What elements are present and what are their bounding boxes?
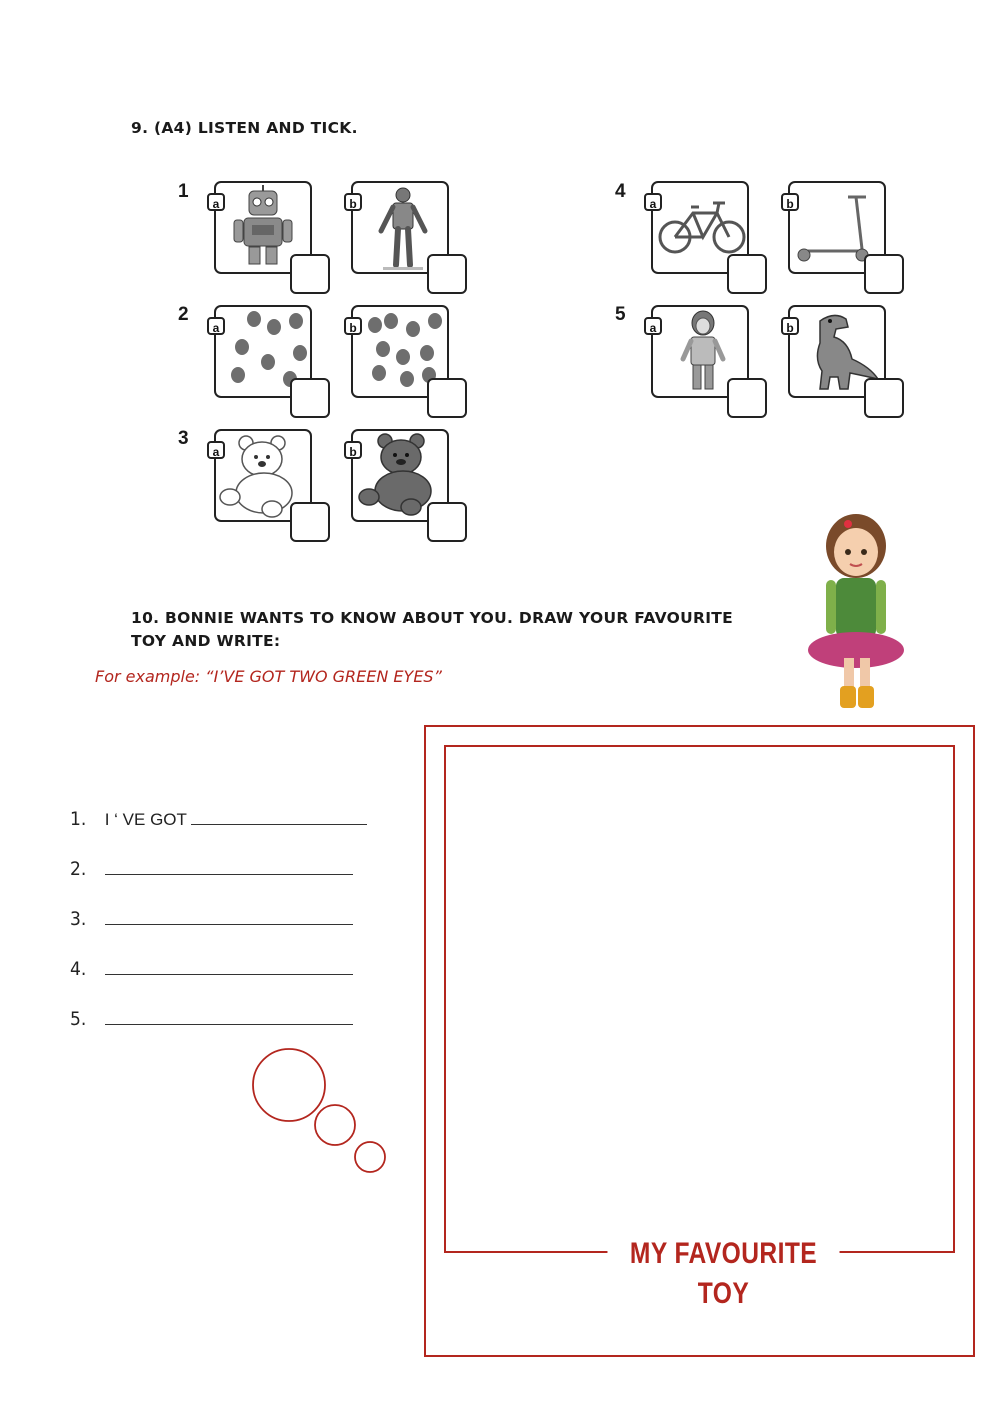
item-number-4: 4 <box>615 181 626 202</box>
tick-box-2a[interactable] <box>290 378 330 418</box>
option-2a-card <box>214 305 312 398</box>
answer-blank-2[interactable] <box>105 860 353 875</box>
answer-number-1: 1. <box>70 808 87 830</box>
answer-number-4: 4. <box>70 958 87 980</box>
bonnie-girl-illustration <box>806 508 910 714</box>
answer-line-5 <box>70 1008 353 1030</box>
tick-box-5b[interactable] <box>864 378 904 418</box>
tick-box-3b[interactable] <box>427 502 467 542</box>
option-3b-card <box>351 429 449 522</box>
option-1a-letter: a <box>207 193 225 211</box>
thought-bubbles-decoration <box>248 1046 392 1180</box>
answer-blank-1[interactable] <box>191 810 367 825</box>
option-4b-card <box>788 181 886 274</box>
item-number-1: 1 <box>178 181 189 202</box>
answer-blank-3[interactable] <box>105 910 353 925</box>
option-1a-card <box>214 181 312 274</box>
option-3a-card <box>214 429 312 522</box>
item-number-5: 5 <box>615 304 626 325</box>
answer-line-1 <box>70 808 367 830</box>
tick-box-1a[interactable] <box>290 254 330 294</box>
option-3a-letter: a <box>207 441 225 459</box>
answer-number-5: 5. <box>70 1008 87 1030</box>
option-1b-card <box>351 181 449 274</box>
exercise-10-title-line-2: TOY AND WRITE: <box>131 632 281 650</box>
answer-number-3: 3. <box>70 908 87 930</box>
exercise-9-title: 9. (A4) LISTEN AND TICK. <box>131 119 358 137</box>
option-2b-card <box>351 305 449 398</box>
tick-box-2b[interactable] <box>427 378 467 418</box>
option-1b-letter: b <box>344 193 362 211</box>
answer-blank-5[interactable] <box>105 1010 353 1025</box>
option-5b-letter: b <box>781 317 799 335</box>
option-2a-letter: a <box>207 317 225 335</box>
option-4a-card <box>651 181 749 274</box>
tick-box-3a[interactable] <box>290 502 330 542</box>
option-4a-letter: a <box>644 193 662 211</box>
frame-title: MY FAVOURITE TOY <box>607 1234 839 1274</box>
example-sentence: For example: “I’VE GOT TWO GREEN EYES” <box>95 667 442 686</box>
tick-box-1b[interactable] <box>427 254 467 294</box>
tick-box-4b[interactable] <box>864 254 904 294</box>
exercise-10-title-line-1: 10. BONNIE WANTS TO KNOW ABOUT YOU. DRAW YOUR FAVOURITE <box>131 609 734 627</box>
item-number-3: 3 <box>178 428 189 449</box>
option-3b-letter: b <box>344 441 362 459</box>
answer-line-4 <box>70 958 353 980</box>
answer-line-3 <box>70 908 353 930</box>
tick-box-5a[interactable] <box>727 378 767 418</box>
item-number-2: 2 <box>178 304 189 325</box>
answer-prefix-1: I ‘ VE GOT <box>104 810 187 829</box>
option-4b-letter: b <box>781 193 799 211</box>
answer-blank-4[interactable] <box>105 960 353 975</box>
answer-line-2 <box>70 858 353 880</box>
option-5b-card <box>788 305 886 398</box>
tick-box-4a[interactable] <box>727 254 767 294</box>
drawing-area[interactable] <box>444 745 955 1253</box>
option-5a-card <box>651 305 749 398</box>
option-5a-letter: a <box>644 317 662 335</box>
answer-number-2: 2. <box>70 858 87 880</box>
option-2b-letter: b <box>344 317 362 335</box>
